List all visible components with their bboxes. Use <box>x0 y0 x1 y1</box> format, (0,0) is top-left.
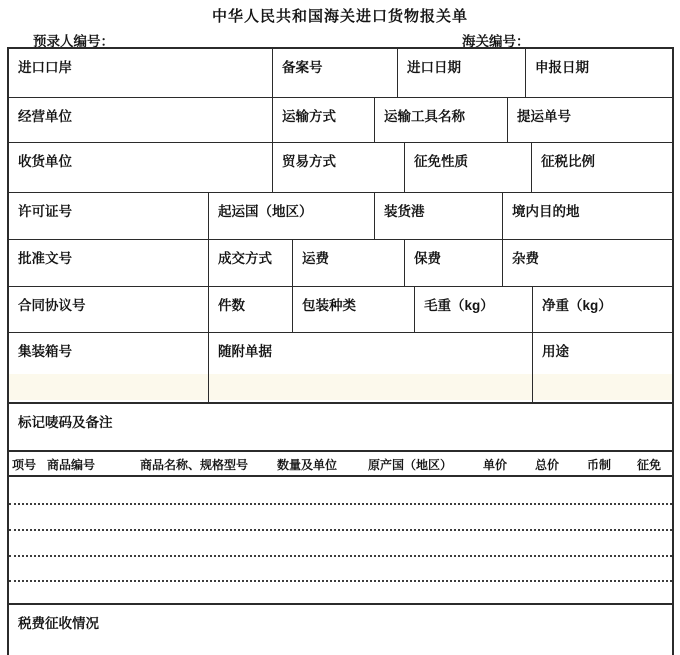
field-bill-of-lading-number: 提运单号 <box>517 109 571 124</box>
field-declaration-date: 申报日期 <box>535 60 589 75</box>
form-title: 中华人民共和国海关进口货物报关单 <box>211 8 468 25</box>
field-import-date: 进口日期 <box>398 49 526 97</box>
item-row-dotted-line <box>9 580 672 582</box>
field-contract-number: 合同协议号 <box>9 287 209 332</box>
pre-entry-number-label: 预录人编号： <box>33 34 114 49</box>
field-import-port: 进口口岸 <box>9 49 273 97</box>
form-field-grid <box>7 47 674 402</box>
tax-section-divider <box>7 603 674 605</box>
field-domestic-destination: 境内目的地 <box>512 204 580 219</box>
item-row-dotted-line <box>9 555 672 557</box>
customs-number-label: 海关编号： <box>462 34 530 49</box>
field-attached-documents: 随附单据 <box>209 333 533 402</box>
field-gross-weight: 毛重（kg） <box>415 287 533 332</box>
grid-row-5 <box>9 240 672 287</box>
field-consignee-unit: 收货单位 <box>9 143 273 192</box>
field-insurance-premium: 保费 <box>405 240 503 286</box>
col-quantity-unit: 数量及单位 <box>277 458 338 472</box>
col-commodity-code: 商品编号 <box>47 458 96 472</box>
field-package-type: 包装种类 <box>293 287 415 332</box>
field-record-number: 备案号 <box>273 49 398 97</box>
field-tax-ratio: 征税比例 <box>541 154 595 169</box>
col-origin-country: 原产国（地区） <box>368 458 453 472</box>
field-net-weight: 净重（kg） <box>542 298 612 313</box>
field-exemption-nature: 征免性质 <box>405 143 532 192</box>
col-commodity-name-spec: 商品名称、规格型号 <box>140 458 249 472</box>
col-total-price: 总价 <box>535 458 560 472</box>
marks-and-remarks-area: 标记唛码及备注 <box>9 404 672 452</box>
grid-row-4 <box>9 193 672 240</box>
col-unit-price: 单价 <box>483 458 508 472</box>
grid-row-6 <box>9 287 672 333</box>
field-license-number: 许可证号 <box>9 193 209 239</box>
field-trade-mode: 贸易方式 <box>273 143 405 192</box>
col-levy-exemption: 征免 <box>637 458 662 472</box>
field-misc-fees: 杂费 <box>512 251 539 266</box>
col-item-number: 项号 <box>12 458 37 472</box>
item-row-dotted-line <box>9 529 672 531</box>
tax-collection-area: 税费征收情况 <box>18 616 99 631</box>
col-currency: 币制 <box>587 458 612 472</box>
grid-row-1 <box>9 49 672 98</box>
item-row-dotted-line <box>9 503 672 505</box>
field-package-count: 件数 <box>209 287 293 332</box>
field-usage: 用途 <box>542 344 569 359</box>
field-transport-tool-name: 运输工具名称 <box>375 98 508 142</box>
field-loading-port: 装货港 <box>375 193 503 239</box>
grid-row-7 <box>9 333 672 402</box>
field-freight: 运费 <box>293 240 405 286</box>
items-table-header <box>9 452 672 477</box>
field-operating-unit: 经营单位 <box>9 98 273 142</box>
field-transaction-mode: 成交方式 <box>209 240 293 286</box>
items-and-tax-section <box>7 402 674 655</box>
field-approval-number: 批准文号 <box>9 240 209 286</box>
field-container-number: 集装箱号 <box>9 333 209 402</box>
grid-row-2 <box>9 98 672 143</box>
grid-row-3 <box>9 143 672 193</box>
field-departure-country: 起运国（地区） <box>209 193 375 239</box>
field-transport-mode: 运输方式 <box>273 98 375 142</box>
